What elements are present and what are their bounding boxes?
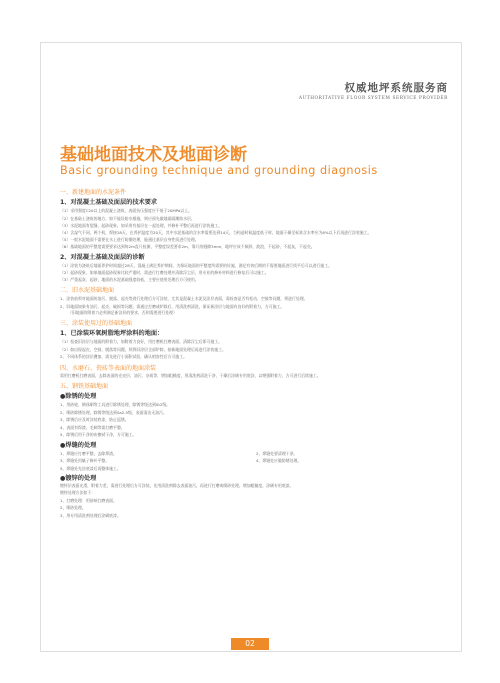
list-item: （2）在基础土浇筑的地方，如不能设防水措施，则应预先做地面隔潮防水层。 bbox=[60, 215, 195, 221]
list-item: （3）严重起灰、起砂，地面的水泥基础强度较低，主要应使用处理后方可使用。 bbox=[60, 276, 199, 282]
page-number-badge: 02 bbox=[231, 638, 269, 650]
brand-subtitle: AUTHORITATIVE FLOOR SYSTEM SERVICE PROVIDER bbox=[298, 96, 448, 101]
page-title: 基础地面技术及地面诊断 bbox=[60, 145, 247, 165]
list-item: 2、旧地面如果有油污、起壳、破损等问题，需通过打磨或铲除后，用清洗剂清洗，保证新涂层与地面有良好的附着力，方可施工。 bbox=[60, 303, 285, 309]
section-heading: 四、水磨石、瓷砖等表面的地面涂装 bbox=[60, 364, 157, 372]
list-item: （3）水泥地面有裂缝、起砂现象，如采用有基层在一起处理，并修补平整后再进行涂装施工。 bbox=[60, 223, 222, 228]
list-item: 1、打磨处理：用砂纸打磨表面。 bbox=[60, 497, 117, 503]
subsection-heading: 1、已涂装环氧树脂地坪涂料的地面： bbox=[60, 330, 164, 338]
right-column bbox=[256, 450, 452, 473]
list-item: 4、表面有焊渣、毛刺等需打磨平整。 bbox=[60, 424, 125, 430]
list-item: 5、除锈后用干净的布擦拭干净，方可施工。 bbox=[60, 432, 137, 438]
list-item: （1）涂装为浇筑后地面养护时间超过28天，混凝土满足养护期间，为保证地面的平整度所需要的设施，满足有效后期的不需要地面进行找平后可以进行施工。 bbox=[60, 262, 332, 268]
list-item: 3、用专用清洗剂处理后涂刷底漆。 bbox=[60, 512, 121, 518]
list-item: （4）含湿气不同，两个机，焊接28天，在养护温度为20天，其中水泥基础的含水率需要达到14天，当构造时候温度低于时，地面干燥至标准含水率应为6%以下后再进行涂装施工。 bbox=[60, 229, 372, 235]
group-heading: ●除锈的处理 bbox=[60, 393, 97, 401]
list-item: 1、涂装前须对地面的油污、脱落、起壳等进行处理后方可涂装，尤其是混凝土水泥及涂层表面，需检查是否有松动、空鼓等问题，须进行处理。 bbox=[60, 296, 308, 302]
section-heading: 一、新建地面的水泥条件 bbox=[60, 189, 127, 196]
list-item: 4、焊缝处应做防锈处理。 bbox=[256, 458, 302, 464]
group-heading: ●镀锌的处理 bbox=[60, 475, 97, 483]
section-heading: 五、钢铁基础地面 bbox=[60, 383, 109, 391]
list-item: 3、焊缝处用腻子修补平整。 bbox=[60, 458, 110, 464]
list-item: 5、焊缝处先涂底漆后再整体施工。 bbox=[60, 465, 121, 471]
subsection-heading: 1、对混凝土基础及面层的技术要求 bbox=[60, 199, 158, 206]
list-item: 1、焊缝应打磨平整，去除焊渣。 bbox=[60, 450, 117, 456]
list-item: （1）检查旧涂层与地面的附着力，如附着力良好，用打磨机打磨表面，清除浮尘后即可施工。 bbox=[60, 339, 222, 345]
section-heading: 三、涂装使用过的基础地面 bbox=[60, 320, 133, 328]
list-item: 3、除锈后应及时涂装底漆，防止返锈。 bbox=[60, 417, 129, 423]
document-body bbox=[60, 185, 452, 519]
list-item: （1）采用强度C20以上的混凝土浇筑，表面抗压强度应不低于20MPa以上。 bbox=[60, 208, 192, 213]
paragraph: 镀锌层表面光滑，附着力差，需进行处理后方可涂装。先用清洗剂除去表面油污，再进行打磨或喷砂处理，增加粗糙度，涂刷专用底漆。 bbox=[60, 483, 294, 489]
page-subtitle: Basic grounding technique and grounding diagnosis bbox=[60, 164, 378, 177]
list-item: 2、喷砂除锈处理，除锈等级达到Sa2.5级，表面清洁无油污。 bbox=[60, 409, 167, 415]
list-item: （6）基础地面的平整度需要要求达到每2m直尺检测，平整度误差要求2m，靠尺的缝隙3mm，地坪应该不倾斜，波浪，不起砂，不起灰，不起壳。 bbox=[60, 244, 315, 250]
list-item: 2、焊缝处要清理干净。 bbox=[256, 450, 298, 456]
list-item: （5）一般水泥地面不需要在水上进行防潮处理，能通过基层自身性质进行处理。 bbox=[60, 236, 199, 242]
group-heading: ●焊缝的处理 bbox=[60, 441, 97, 449]
subsection-heading: 2、对混凝土基础及面层的诊断 bbox=[60, 253, 145, 261]
section-heading: 二、旧水泥基础地面 bbox=[60, 287, 115, 295]
list-item: 2、不同体系的涂层叠加，需先进行小面积试验，确认相容性后方可施工。 bbox=[60, 354, 187, 360]
list-item: （2）起砂现象，如果地面起砂现象比较严重时，需进行打磨处理并清除浮尘层，用专业的修补材料进行修复后可以施工。 bbox=[60, 270, 269, 276]
list-item: （2）如出现起皮、空鼓、脱落等问题，须将旧涂层全部铲除，按新地面处理后再进行涂装施工。 bbox=[60, 346, 226, 352]
list-item: 2、喷砂处理。 bbox=[60, 505, 86, 511]
paragraph: 需用打磨机打磨表面，去除表面的光亮层、油污、杂质等，增加粗糙度，用清洗剂清洗干净，干燥后涂刷专用底涂，以增强附着力，方可进行后续施工。 bbox=[60, 372, 321, 378]
brand-title: 权威地坪系统服务商 bbox=[344, 82, 448, 94]
list-item: 1、用砂轮、钢丝刷等工具进行除锈处理，除锈等级达到St2级。 bbox=[60, 402, 171, 408]
list-item-continued: （旧地面的附着力必须满足新涂层的要求，否则需要进行处理） bbox=[68, 310, 177, 316]
left-column bbox=[60, 450, 256, 473]
paragraph-subheading: 镀锌处理方法如下： bbox=[60, 490, 96, 496]
two-column-list bbox=[60, 450, 452, 473]
